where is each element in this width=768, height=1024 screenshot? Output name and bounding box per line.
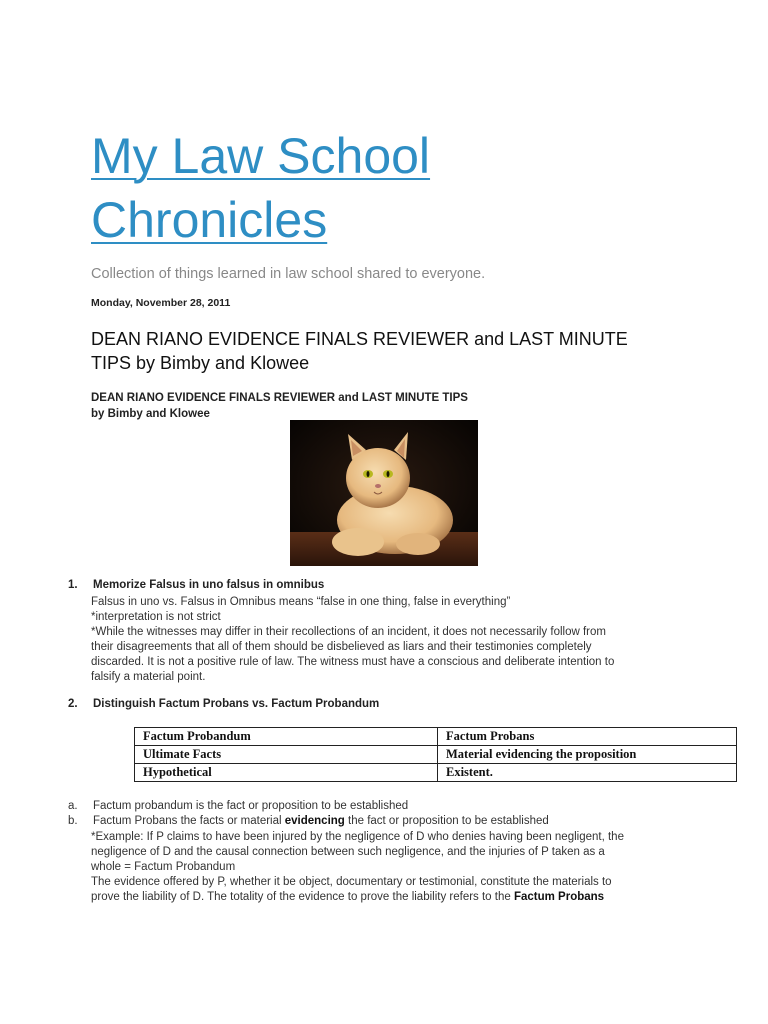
example-line xyxy=(91,890,711,905)
item-1-title: Memorize Falsus in uno falsus in omnibus xyxy=(93,579,325,591)
example-line: whole = Factum Probandum xyxy=(91,861,236,873)
example-line: The evidence offered by P, whether it be object, documentary or testimonial, constitute the materials to xyxy=(91,876,612,888)
blog-title-link[interactable]: My Law School Chronicles xyxy=(91,128,431,248)
table-cell: Hypothetical xyxy=(135,764,438,782)
example-line: *Example: If P claims to have been injured by the negligence of D who denies having been negligent, the xyxy=(91,831,624,843)
list-item-text: the fact or proposition to be established xyxy=(344,815,549,827)
list-item-a xyxy=(68,800,408,812)
item-1-body xyxy=(91,595,691,685)
post-title: DEAN RIANO EVIDENCE FINALS REVIEWER and LAST MINUTE TIPS by Bimby and Klowee xyxy=(91,329,628,373)
item-1-line: discarded. It is not a positive rule of law. The witness must have a conscious and deliberate intention to xyxy=(91,656,615,668)
item-2-heading xyxy=(68,698,379,710)
item-1-number: 1. xyxy=(68,579,78,591)
item-1-line: *interpretation is not strict xyxy=(91,611,221,623)
table-row xyxy=(135,746,737,764)
table-cell: Ultimate Facts xyxy=(135,746,438,764)
example-text: prove the liability of D. The totality of the evidence to prove the liability refers to the xyxy=(91,891,514,903)
item-1-line: Falsus in uno vs. Falsus in Omnibus means “false in one thing, false in everything” xyxy=(91,596,511,608)
blog-description: Collection of things learned in law school shared to everyone. xyxy=(91,266,486,282)
emphasis-text: evidencing xyxy=(284,815,345,827)
table-cell: Factum Probandum xyxy=(135,728,438,746)
post-subtitle-line-1: DEAN RIANO EVIDENCE FINALS REVIEWER and LAST MINUTE TIPS xyxy=(91,392,468,404)
item-2-number: 2. xyxy=(68,698,78,710)
table-row xyxy=(135,728,737,746)
table-cell: Factum Probans xyxy=(438,728,737,746)
list-marker: b. xyxy=(68,815,78,827)
item-2-title: Distinguish Factum Probans vs. Factum Probandum xyxy=(93,698,380,710)
list-marker: a. xyxy=(68,800,78,812)
cat-photo xyxy=(290,420,478,566)
example-line: negligence of D and the causal connection between such negligence, and the injuries of P taken as a xyxy=(91,846,605,858)
item-1-heading xyxy=(68,579,324,591)
item-1-line: their disagreements that all of them should be disbelieved as liars and their testimonies completely xyxy=(91,641,592,653)
emphasis-text: Factum Probans xyxy=(513,891,605,903)
example-body xyxy=(91,830,711,905)
item-1-line: *While the witnesses may differ in their recollections of an incident, it does not necessarily follow from xyxy=(91,626,606,638)
post-subtitle-line-2: by Bimby and Klowee xyxy=(91,408,210,420)
post-date: Monday, November 28, 2011 xyxy=(91,297,231,309)
list-item-text: Factum probandum is the fact or proposition to be established xyxy=(93,800,409,812)
table-cell: Existent. xyxy=(438,764,737,782)
table-row xyxy=(135,764,737,782)
post-subtitle xyxy=(91,390,591,422)
list-item-text: Factum Probans the facts or material xyxy=(93,815,285,827)
list-item-b xyxy=(68,815,549,827)
factum-table xyxy=(134,727,737,782)
item-1-line: falsify a material point. xyxy=(91,671,206,683)
table-cell: Material evidencing the proposition xyxy=(438,746,737,764)
